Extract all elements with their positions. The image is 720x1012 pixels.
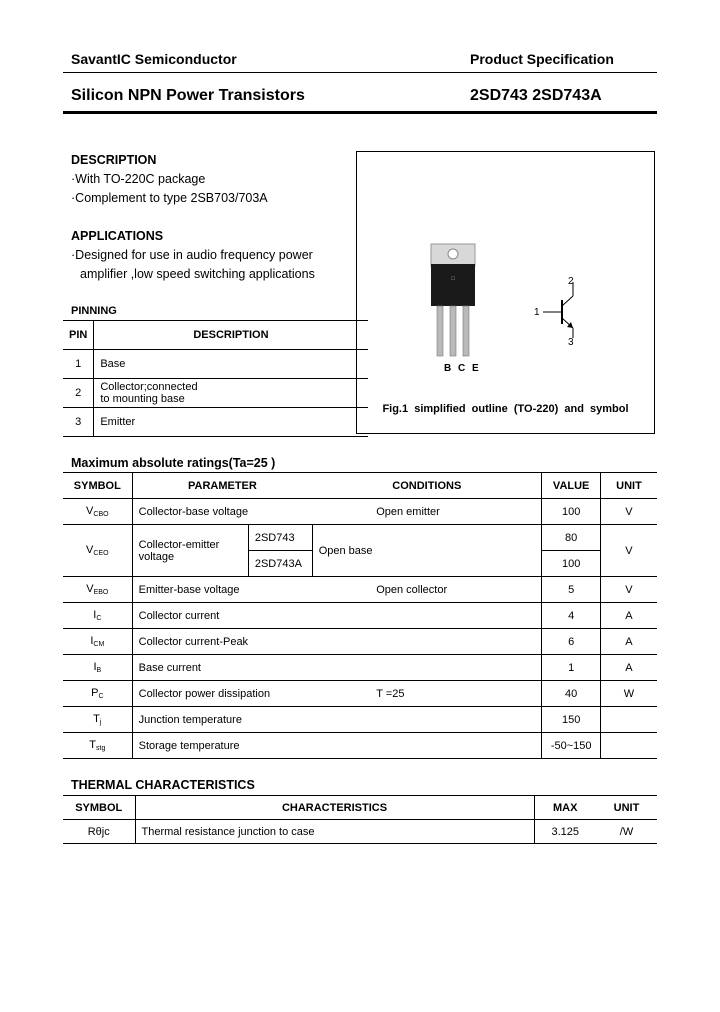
part-numbers: 2SD743 2SD743A	[470, 87, 602, 104]
parameter-cell: Junction temperature	[138, 713, 242, 726]
pinning-table	[63, 320, 368, 437]
symbol-pin-3: 3	[568, 337, 574, 348]
col-parameter: PARAMETER	[187, 479, 257, 492]
conditions-cell: T =25	[312, 681, 542, 707]
ratings-heading: Maximum absolute ratings(Ta=25 )	[71, 456, 276, 470]
ratings-table	[63, 472, 657, 759]
value-cell: 1	[542, 655, 601, 681]
figure-caption: Fig.1 simplified outline (TO-220) and symbol	[382, 403, 629, 415]
value-cell: 150	[542, 707, 601, 733]
conditions-cell	[312, 733, 542, 759]
header-rule-bottom	[63, 111, 657, 114]
parameter-cell: Storage temperature	[138, 739, 240, 752]
table-row	[63, 408, 368, 437]
table-row	[63, 733, 657, 759]
conditions-cell	[312, 655, 542, 681]
unit-cell: V	[625, 583, 633, 596]
pinning-header-row	[63, 321, 368, 350]
svg-text:□: □	[451, 276, 455, 282]
col-conditions: CONDITIONS	[312, 473, 542, 499]
variant-cell: 2SD743	[248, 525, 312, 551]
table-row	[63, 629, 657, 655]
table-row	[63, 681, 657, 707]
pin-number: 3	[63, 408, 94, 437]
value-cell: 100	[542, 499, 601, 525]
unit-cell: A	[625, 661, 633, 674]
symbol-pin-1: 1	[534, 307, 540, 318]
symbol-cell: $I_C$	[63, 603, 132, 629]
pinning-heading: PINNING	[71, 305, 117, 317]
symbol-cell: $I_{CM}$	[63, 629, 132, 655]
variant-cell: 2SD743A	[248, 551, 312, 577]
value-cell: -50~150	[542, 733, 601, 759]
thermal-heading: THERMAL CHARACTERISTICS	[71, 778, 255, 792]
company-name: SavantIC Semiconductor	[71, 51, 237, 67]
page-title: Silicon NPN Power Transistors	[71, 87, 305, 104]
symbol-cell: $V_{EBO}$	[63, 577, 132, 603]
pin-description: Emitter	[100, 416, 136, 428]
header-rule-top	[63, 72, 657, 73]
pinning-col-pin: PIN	[63, 321, 94, 350]
thermal-table	[63, 795, 657, 844]
col-value: VALUE	[542, 473, 601, 499]
pin-description: Collector;connected to mounting base	[100, 381, 198, 405]
thermal-header-row	[63, 796, 657, 820]
pinning-col-description: DESCRIPTION	[193, 329, 269, 341]
unit-cell: A	[625, 635, 633, 648]
value-cell: 40	[542, 681, 601, 707]
value-cell: 4	[542, 603, 601, 629]
symbol-cell: $T_{stg}$	[63, 733, 132, 759]
characteristic-cell: Thermal resistance junction to case	[135, 820, 534, 844]
description-item-1: ·With TO-220C package	[71, 172, 206, 186]
col-symbol: SYMBOL	[63, 473, 132, 499]
col-characteristics: CHARACTERISTICS	[135, 796, 534, 820]
pin-description: Base	[100, 358, 126, 370]
unit-cell: /W	[619, 825, 634, 838]
symbol-cell: Rθjc	[63, 820, 135, 844]
conditions-cell: Open base	[312, 525, 542, 577]
unit-cell: W	[623, 687, 635, 700]
parameter-cell: Collector-base voltage	[138, 505, 249, 518]
conditions-cell	[312, 629, 542, 655]
symbol-cell: $P_C$	[63, 681, 132, 707]
unit-cell: V	[625, 505, 633, 518]
table-row	[63, 820, 657, 844]
symbol-cell: $I_B$	[63, 655, 132, 681]
table-row	[63, 499, 657, 525]
symbol-cell: $V_{CBO}$	[63, 499, 132, 525]
parameter-cell: Collector current	[138, 609, 220, 622]
symbol-cell: $T_j$	[63, 707, 132, 733]
col-unit: UNIT	[616, 479, 642, 492]
to220-package-image	[417, 240, 507, 370]
value-cell: 80	[542, 525, 601, 551]
description-item-2: ·Complement to type 2SB703/703A	[71, 191, 268, 205]
col-max: MAX	[553, 801, 578, 814]
parameter-cell: Base current	[138, 661, 201, 674]
ratings-header-row	[63, 473, 657, 499]
table-row	[63, 379, 368, 408]
table-row	[63, 577, 657, 603]
symbol-pin-2: 2	[568, 276, 574, 287]
conditions-cell	[312, 707, 542, 733]
conditions-cell	[312, 603, 542, 629]
doc-type: Product Specification	[470, 51, 614, 67]
table-row	[63, 350, 368, 379]
parameter-cell: Collector-emitter voltage	[132, 525, 248, 577]
symbol-cell: $V_{CEO}$	[63, 525, 132, 577]
applications-heading: APPLICATIONS	[71, 229, 164, 243]
table-row	[63, 655, 657, 681]
parameter-cell: Collector power dissipation	[138, 687, 271, 700]
unit-cell: V	[600, 525, 657, 577]
max-cell: 3.125	[551, 825, 580, 838]
value-cell: 100	[542, 551, 601, 577]
conditions-cell: Open emitter	[312, 499, 542, 525]
pin-number: 1	[63, 350, 94, 379]
unit-cell: A	[625, 609, 633, 622]
unit-cell	[600, 707, 657, 733]
description-heading: DESCRIPTION	[71, 153, 157, 167]
value-cell: 6	[542, 629, 601, 655]
pin-number: 2	[63, 379, 94, 408]
col-symbol: SYMBOL	[63, 796, 135, 820]
table-row	[63, 707, 657, 733]
value-cell: 5	[542, 577, 601, 603]
unit-cell	[600, 733, 657, 759]
parameter-cell: Collector current-Peak	[138, 635, 249, 648]
parameter-cell: Emitter-base voltage	[138, 583, 240, 596]
table-row	[63, 525, 657, 551]
applications-line-2: amplifier ,low speed switching applications	[80, 267, 315, 281]
table-row	[63, 603, 657, 629]
package-pin-labels: B C E	[444, 363, 481, 374]
col-unit: UNIT	[613, 801, 640, 814]
applications-line-1: ·Designed for use in audio frequency power	[71, 248, 313, 262]
conditions-cell: Open collector	[312, 577, 542, 603]
figure-box	[356, 151, 655, 434]
npn-transistor-symbol-icon	[537, 272, 597, 352]
